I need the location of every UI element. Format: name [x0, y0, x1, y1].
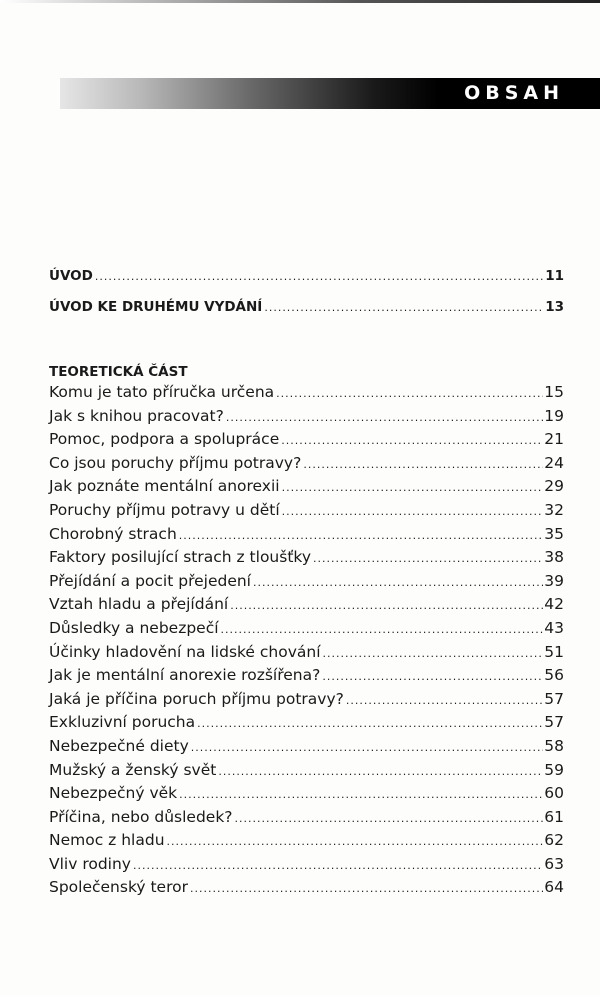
entry-title: ÚVOD KE DRUHÉMU VYDÁNÍ — [49, 299, 263, 315]
entry-title: Exkluzivní porucha — [49, 713, 196, 732]
dot-leader — [313, 552, 543, 565]
entry-page: 57 — [544, 713, 564, 732]
toc-entry[interactable] — [49, 299, 564, 323]
dot-leader — [179, 788, 543, 801]
dot-leader — [95, 270, 544, 283]
entry-title: Pomoc, podpora a spolupráce — [49, 430, 280, 449]
toc-entry[interactable] — [49, 619, 564, 643]
dot-leader — [303, 458, 543, 471]
entry-title: Poruchy příjmu potravy u dětí — [49, 500, 280, 519]
entry-title: Nemoc z hladu — [49, 831, 165, 850]
entry-page: 13 — [545, 299, 564, 315]
entry-page: 24 — [544, 453, 564, 472]
entry-page: 62 — [544, 831, 564, 850]
page-edge — [0, 0, 600, 3]
entry-title: Společenský teror — [49, 878, 188, 897]
toc-entry[interactable] — [49, 878, 564, 902]
entry-title: Jak poznáte mentální anorexii — [49, 477, 280, 496]
dot-leader — [191, 741, 544, 754]
toc-entry[interactable] — [49, 713, 564, 737]
entry-page: 56 — [544, 666, 564, 685]
entry-page: 42 — [544, 595, 564, 614]
entry-page: 39 — [544, 571, 564, 590]
dot-leader — [179, 529, 543, 542]
toc-entry[interactable] — [49, 784, 564, 808]
entry-page: 32 — [544, 500, 564, 519]
entry-title: Příčina, nebo důsledek? — [49, 807, 233, 826]
entry-title: ÚVOD — [49, 268, 93, 284]
toc-entry[interactable] — [49, 548, 564, 572]
entry-page: 58 — [544, 736, 564, 755]
entry-title: Nebezpečné diety — [49, 736, 189, 755]
entry-title: Účinky hladovění na lidské chování — [49, 642, 321, 661]
dot-leader — [221, 623, 544, 636]
toc-entry[interactable] — [49, 477, 564, 501]
entry-page: 59 — [544, 760, 564, 779]
toc-entry[interactable] — [49, 454, 564, 478]
entry-title: Jaká je příčina poruch příjmu potravy? — [49, 689, 344, 708]
entry-page: 63 — [544, 854, 564, 873]
dot-leader — [253, 576, 543, 589]
top-entries — [49, 268, 564, 323]
entry-title: Co jsou poruchy příjmu potravy? — [49, 453, 302, 472]
toc-entry[interactable] — [49, 430, 564, 454]
dot-leader — [218, 765, 543, 778]
entry-title: Faktory posilující strach z tloušťky — [49, 548, 312, 567]
entry-title: Mužský a ženský svět — [49, 760, 217, 779]
entry-page: 60 — [544, 784, 564, 803]
dot-leader — [226, 411, 543, 424]
page-title: OBSAH — [464, 82, 564, 104]
entry-page: 51 — [544, 642, 564, 661]
entry-page: 35 — [544, 524, 564, 543]
dot-leader — [190, 882, 543, 895]
dot-leader — [235, 812, 544, 825]
dot-leader — [197, 717, 543, 730]
toc-entry[interactable] — [49, 855, 564, 879]
entry-page: 11 — [545, 268, 564, 284]
entry-list — [49, 383, 564, 902]
dot-leader — [264, 301, 544, 314]
entry-title: Důsledky a nebezpečí — [49, 618, 219, 637]
entry-page: 19 — [544, 406, 564, 425]
dot-leader — [276, 387, 543, 400]
entry-title: Komu je tato příručka určena — [49, 383, 275, 401]
entry-page: 38 — [544, 548, 564, 567]
toc-entry[interactable] — [49, 268, 564, 299]
section-heading: TEORETICKÁ ČÁST — [49, 364, 188, 380]
entry-title: Jak je mentální anorexie rozšířena? — [49, 666, 321, 685]
toc-entry[interactable] — [49, 666, 564, 690]
toc-entry[interactable] — [49, 501, 564, 525]
toc-entry[interactable] — [49, 407, 564, 431]
dot-leader — [346, 694, 543, 707]
toc-entry[interactable] — [49, 525, 564, 549]
dot-leader — [322, 670, 543, 683]
toc-entry[interactable] — [49, 383, 564, 407]
entry-page: 43 — [544, 618, 564, 637]
entry-page: 57 — [544, 689, 564, 708]
entry-title: Jak s knihou pracovat? — [49, 406, 224, 425]
entry-page: 29 — [544, 477, 564, 496]
dot-leader — [167, 835, 544, 848]
entry-title: Nebezpečný věk — [49, 784, 178, 803]
entry-title: Přejídání a pocit přejedení — [49, 571, 251, 590]
toc-entry[interactable] — [49, 643, 564, 667]
header-bar — [60, 78, 600, 109]
entry-title: Chorobný strach — [49, 524, 177, 543]
toc-entry[interactable] — [49, 808, 564, 832]
entry-title: Vliv rodiny — [49, 854, 131, 873]
toc-entry[interactable] — [49, 595, 564, 619]
toc-entry[interactable] — [49, 737, 564, 761]
dot-leader — [282, 481, 544, 494]
toc-entry[interactable] — [49, 690, 564, 714]
toc-entry[interactable] — [49, 831, 564, 855]
dot-leader — [323, 647, 544, 660]
entry-page: 21 — [544, 430, 564, 449]
dot-leader — [281, 434, 543, 447]
section-theoretical — [49, 361, 564, 902]
toc-entry[interactable] — [49, 572, 564, 596]
entry-page: 15 — [544, 383, 564, 401]
dot-leader — [282, 505, 544, 518]
toc-entry[interactable] — [49, 761, 564, 785]
entry-title: Vztah hladu a přejídání — [49, 595, 229, 614]
entry-page: 61 — [544, 807, 564, 826]
dot-leader — [133, 859, 543, 872]
dot-leader — [230, 599, 543, 612]
entry-page: 64 — [544, 878, 564, 897]
